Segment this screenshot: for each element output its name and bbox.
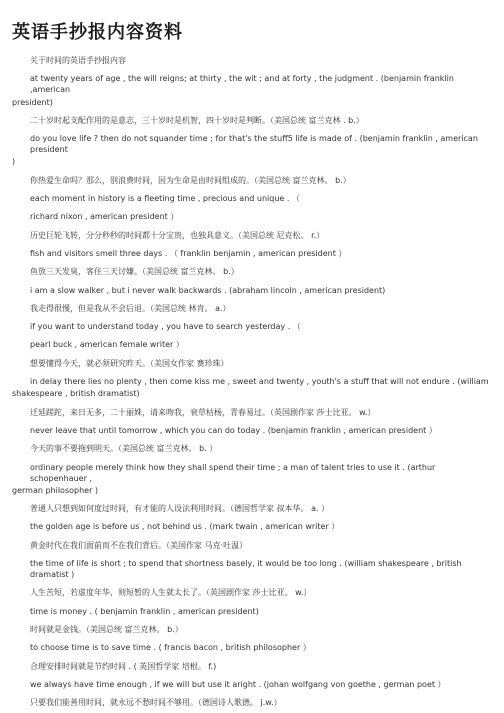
paragraph-line: never leave that until tomorrow , which you can do today . (benjamin franklin , american president ） <box>30 425 437 435</box>
text-paragraph <box>12 248 490 259</box>
paragraph-line-continued: german philosopher ) <box>12 485 99 495</box>
text-paragraph <box>12 587 490 598</box>
text-paragraph <box>12 230 490 241</box>
text-paragraph <box>12 133 490 167</box>
paragraph-line: 关于时间的英语手抄报内容 <box>30 56 126 65</box>
text-paragraph <box>12 558 490 580</box>
text-paragraph <box>12 661 490 672</box>
text-paragraph <box>12 115 490 126</box>
text-paragraph <box>12 540 490 551</box>
text-paragraph <box>12 462 490 496</box>
page-title: 英语手抄报内容资料 <box>12 22 183 43</box>
paragraph-line: the time of life is short ; to spend that shortness basely, it would be too long . (william shakespeare , british dramatist ) <box>30 559 462 580</box>
paragraph-line: 普通人只想到如何度过时间，有才能的人设法利用时间。（德国哲学家 叔本华。 a. ） <box>30 504 330 514</box>
paragraph-line: 黄金时代在我们面前而不在我们背后。（美国作家 马克·吐温） <box>30 540 248 550</box>
paragraph-line: 迁延蹉跎，来日无多，二十丽姝，请来吻我，衰草枯杨，青春易过。（英国剧作家 莎士比亚。 w.） <box>30 407 376 417</box>
text-paragraph <box>12 443 490 454</box>
paragraph-line: 鱼放三天发臭，客住三天讨嫌。（美国总统 富兰克林。 b.） <box>30 267 239 277</box>
paragraph-line-continued: ) <box>12 157 16 167</box>
text-paragraph <box>12 358 490 369</box>
text-paragraph <box>12 521 490 532</box>
text-paragraph <box>12 376 490 399</box>
paragraph-line: if you want to understand today , you have to search yesterday . （ <box>30 322 301 332</box>
paragraph-line: 想要懂得今天，就必须研究昨天。（美国女作家 赛珍珠） <box>30 358 229 368</box>
text-paragraph <box>12 73 490 107</box>
paragraph-line: 今天的事不要拖到明天。（美国总统 富兰克林。 b. ） <box>30 444 218 454</box>
paragraph-line: i am a slow walker , but i never walk backwards . (abraham lincoln , american president) <box>30 285 386 295</box>
paragraph-line: 只要我们能善用时间，就永远不愁时间不够用。（德国诗人歌德。 j.w.） <box>30 698 282 708</box>
paragraph-line: 二十岁时起支配作用的是意志，三十岁时是机智，四十岁时是判断。（美国总统 富兰克林 . b.） <box>30 115 364 125</box>
text-paragraph <box>12 425 490 436</box>
paragraph-line: 时间就是金钱。（美国总统 富兰克林。 b.） <box>30 624 183 634</box>
text-paragraph <box>12 55 490 66</box>
paragraph-line: fish and visitors smell three days . （ franklin benjamin , american president ） <box>30 248 347 258</box>
paragraph-line: 合理安排时间就是节约时间 . ( 英国哲学家 培根。 f.) <box>30 661 217 671</box>
paragraph-line: each moment in history is a fleeting time , precious and unique . （ <box>30 194 300 204</box>
text-paragraph <box>12 642 490 653</box>
text-paragraph <box>12 321 490 332</box>
text-paragraph <box>12 606 490 617</box>
text-paragraph <box>12 303 490 314</box>
paragraph-line: pearl buck , american female writer ） <box>30 340 184 350</box>
paragraph-line: ordinary people merely think how they shall spend their time ; a man of talent tries to use it . (arthur schopenhauer , <box>30 462 436 483</box>
paragraph-line: 你热爱生命吗？那么，别浪费时间，因为生命是由时间组成的。（美国总统 富兰克林。 b.） <box>30 175 351 185</box>
text-paragraph <box>12 679 490 690</box>
paragraph-line: in delay there lies no plenty , then come kiss me , sweet and twenty , youth's a stuff that will not endure . (william <box>30 377 489 387</box>
paragraph-line: 历史巨轮飞转，分分秒秒的时间都十分宝贵，也独具意义。（美国总统 尼克松。 r.） <box>30 230 325 240</box>
paragraph-line: 人生苦短，若虚度年华，则短暂的人生就太长了。（英国剧作家 莎士比亚。 w.） <box>30 588 312 598</box>
text-paragraph <box>12 503 490 514</box>
text-paragraph <box>12 193 490 204</box>
paragraph-line: 我走得很慢，但是我从不会后退。（美国总统 林肯。 a.） <box>30 303 231 313</box>
paragraph-line-continued: president) <box>12 97 53 107</box>
text-paragraph <box>12 266 490 277</box>
text-paragraph <box>12 211 490 222</box>
paragraph-line: we always have time enough , if we will but use it aright . (johan wolfgang von goethe , german poet ） <box>30 679 446 689</box>
document-body <box>12 55 490 708</box>
text-paragraph <box>12 285 490 296</box>
paragraph-line: time is money . ( benjamin franklin , american president) <box>30 606 259 616</box>
paragraph-line-continued: shakespeare , british dramatist) <box>12 389 140 399</box>
text-paragraph <box>12 407 490 418</box>
paragraph-line: richard nixon , american president ） <box>30 212 179 222</box>
paragraph-line: the golden age is before us , not behind us . (mark twain , american writer ） <box>30 522 340 532</box>
text-paragraph <box>12 339 490 350</box>
text-paragraph <box>12 175 490 186</box>
paragraph-line: to choose time is to save time . ( francis bacon , british philosopher ） <box>30 643 311 653</box>
paragraph-line: do you love life ? then do not squander time ; for that's the stuff5 life is made of . (benjamin franklin , american president <box>30 134 478 155</box>
paragraph-line: at twenty years of age , the will reigns; at thirty , the wit ; and at forty , the judgment . (benjamin franklin ,american <box>30 74 454 95</box>
text-paragraph <box>12 697 490 708</box>
text-paragraph <box>12 624 490 635</box>
